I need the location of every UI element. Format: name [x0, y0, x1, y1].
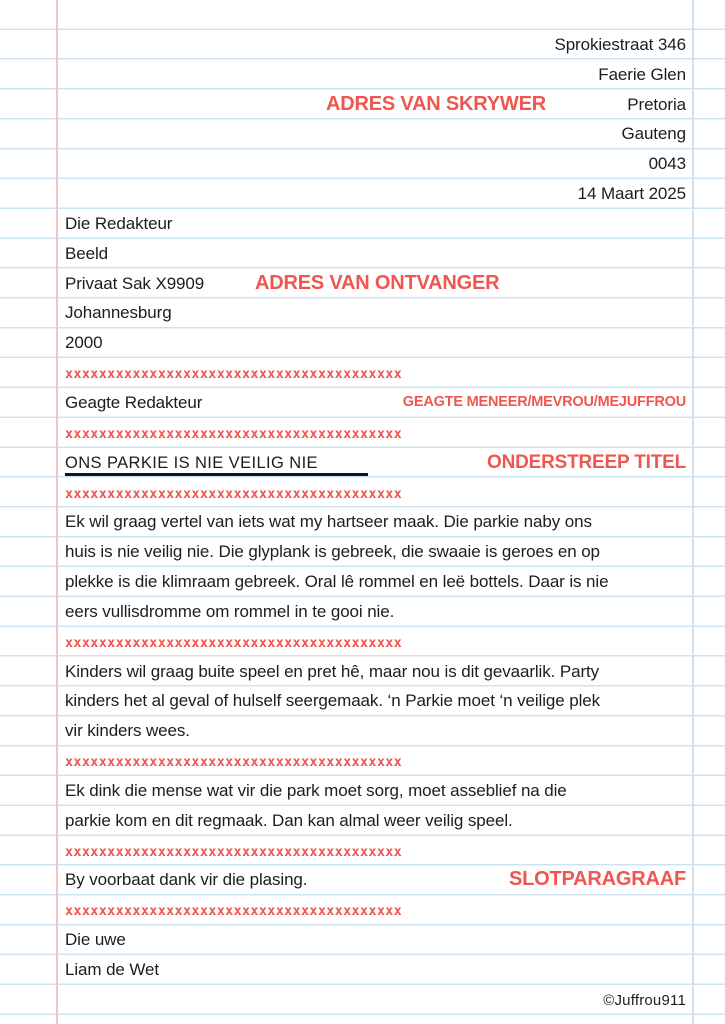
sender-suburb: Faerie Glen — [598, 64, 686, 84]
recipient-address-line — [65, 209, 686, 239]
paragraph-3-line — [65, 776, 686, 806]
x-placeholder-text: xxxxxxxxxxxxxxxxxxxxxxxxxxxxxxxxxxxxxxxx — [65, 903, 403, 920]
salutation-text: Geagte Redakteur — [65, 392, 203, 412]
sender-address-line — [65, 30, 686, 60]
x-placeholder-text: xxxxxxxxxxxxxxxxxxxxxxxxxxxxxxxxxxxxxxxx — [65, 485, 403, 502]
recipient-address-line — [65, 298, 686, 328]
recipient-title: Die Redakteur — [65, 213, 173, 233]
recipient-address-line — [65, 239, 686, 269]
sender-address-line — [65, 90, 686, 120]
letter-title: ONS PARKIE IS NIE VEILIG NIE — [65, 450, 368, 476]
recipient-city: Johannesburg — [65, 303, 172, 323]
paragraph-text: Ek dink die mense wat vir die park moet sorg, moet asseblief na die — [65, 780, 567, 800]
paragraph-text: kinders het al geval of hulself seergemaak. ‘n Parkie moet ‘n veilige plek — [65, 691, 600, 711]
separator-x-row — [65, 418, 686, 448]
paragraph-1-line — [65, 597, 686, 627]
signoff-row — [65, 925, 686, 955]
sender-address-line — [65, 149, 686, 179]
x-placeholder-text: xxxxxxxxxxxxxxxxxxxxxxxxxxxxxxxxxxxxxxxx — [65, 634, 403, 651]
separator-x-row — [65, 478, 686, 508]
separator-x-row — [65, 358, 686, 388]
copyright-text: ©Juffrou911 — [603, 991, 686, 1009]
title-annotation: ONDERSTREEP TITEL — [487, 451, 686, 473]
separator-x-row — [65, 836, 686, 866]
salutation-row — [65, 388, 686, 418]
x-placeholder-text: xxxxxxxxxxxxxxxxxxxxxxxxxxxxxxxxxxxxxxxx — [65, 754, 403, 771]
closing-row — [65, 865, 686, 895]
recipient-address-line — [65, 269, 686, 299]
sender-address-line — [65, 60, 686, 90]
sender-postal-code: 0043 — [648, 154, 686, 174]
sender-address-line — [65, 119, 686, 149]
sender-city: Pretoria — [627, 94, 686, 114]
signoff-phrase: Die uwe — [65, 930, 126, 950]
recipient-organisation: Beeld — [65, 243, 108, 263]
paragraph-text: parkie kom en dit regmaak. Dan kan almal weer veilig speel. — [65, 810, 513, 830]
letter-content — [65, 0, 686, 1015]
x-placeholder-text: xxxxxxxxxxxxxxxxxxxxxxxxxxxxxxxxxxxxxxxx — [65, 425, 403, 442]
closing-text: By voorbaat dank vir die plasing. — [65, 870, 308, 890]
paragraph-text: eers vullisdromme om rommel in te gooi nie. — [65, 601, 395, 621]
blank-row — [65, 0, 686, 30]
paragraph-2-line — [65, 716, 686, 746]
paragraph-2-line — [65, 657, 686, 687]
paragraph-3-line — [65, 806, 686, 836]
signature-row — [65, 955, 686, 985]
letter-date — [65, 179, 686, 209]
copyright-row — [65, 985, 686, 1015]
paragraph-1-line — [65, 567, 686, 597]
sender-province: Gauteng — [621, 124, 686, 144]
x-placeholder-text: xxxxxxxxxxxxxxxxxxxxxxxxxxxxxxxxxxxxxxxx — [65, 366, 403, 383]
salutation-annotation: GEAGTE MENEER/MEVROU/MEJUFFROU — [402, 393, 686, 410]
recipient-postal-code: 2000 — [65, 333, 103, 353]
paragraph-text: plekke is die klimraam gebreek. Oral lê rommel en leë bottels. Daar is nie — [65, 572, 609, 592]
paragraph-text: vir kinders wees. — [65, 721, 190, 741]
paragraph-text: Kinders wil graag buite speel en pret hê, maar nou is dit gevaarlik. Party — [65, 661, 600, 681]
paragraph-2-line — [65, 686, 686, 716]
signature-name: Liam de Wet — [65, 960, 160, 979]
paragraph-1-line — [65, 507, 686, 537]
sender-street: Sprokiestraat 346 — [554, 34, 686, 54]
closing-annotation: SLOTPARAGRAAF — [508, 868, 686, 891]
paragraph-text: Ek wil graag vertel van iets wat my hartseer maak. Die parkie naby ons — [65, 512, 592, 532]
sender-address-annotation: ADRES VAN SKRYWER — [326, 92, 546, 115]
recipient-address-annotation: ADRES VAN ONTVANGER — [255, 271, 500, 294]
x-placeholder-text: xxxxxxxxxxxxxxxxxxxxxxxxxxxxxxxxxxxxxxxx — [65, 843, 403, 860]
paragraph-1-line — [65, 537, 686, 567]
recipient-po-box: Privaat Sak X9909 — [65, 273, 205, 293]
separator-x-row — [65, 627, 686, 657]
recipient-address-line — [65, 328, 686, 358]
separator-x-row — [65, 895, 686, 925]
paragraph-text: huis is nie veilig nie. Die glyplank is gebreek, die swaaie is geroes en op — [65, 542, 600, 562]
date-text: 14 Maart 2025 — [577, 184, 686, 204]
separator-x-row — [65, 746, 686, 776]
letter-title-row — [65, 448, 686, 478]
